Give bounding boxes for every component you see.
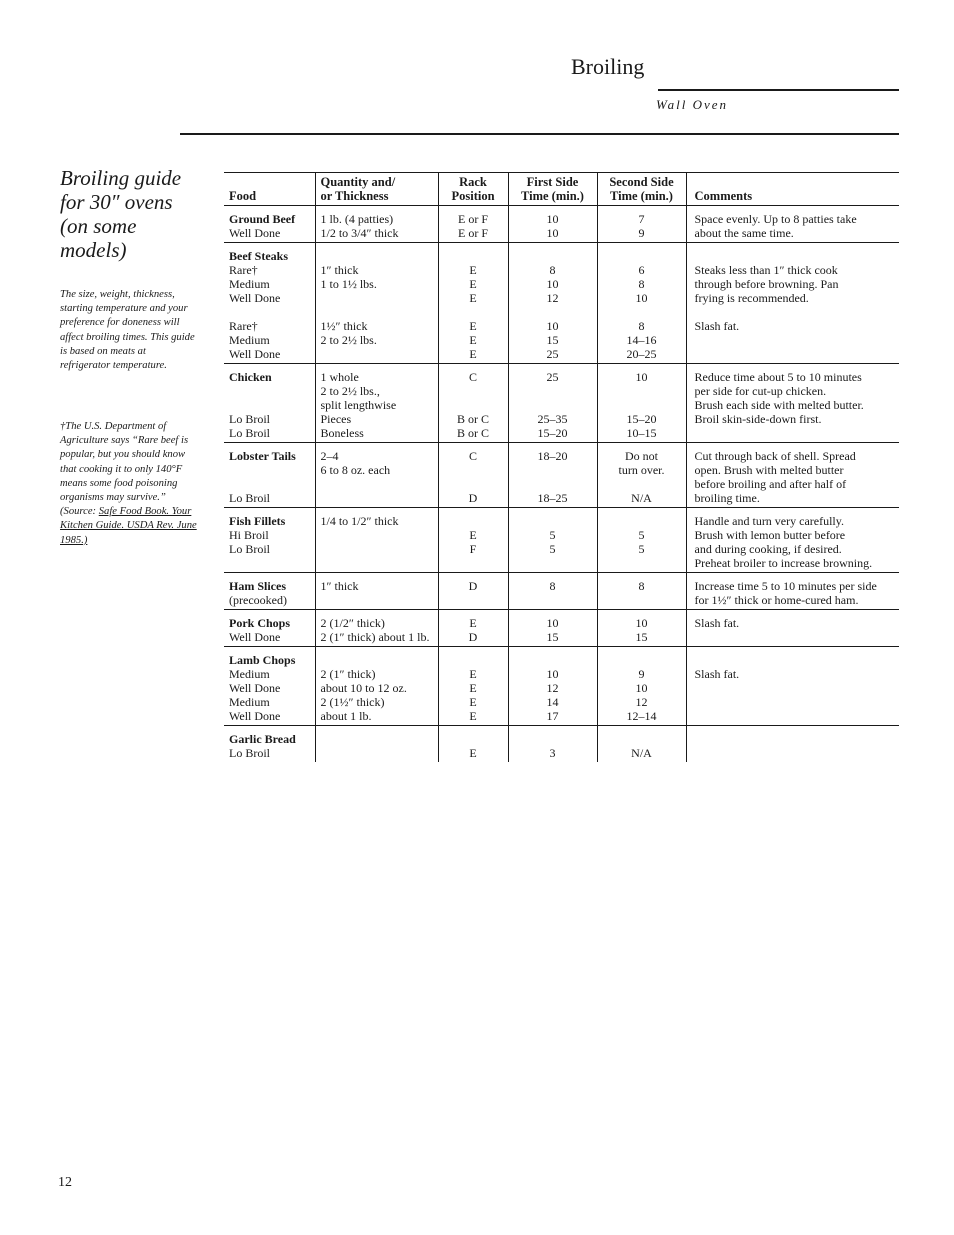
table-cell-rack-position <box>438 647 508 726</box>
column-header-line: Second Side <box>609 175 674 189</box>
table-cell-quantity <box>315 243 438 364</box>
cell-line: E <box>469 616 477 630</box>
table-cell-comments <box>686 610 899 647</box>
table-cell-food <box>224 243 315 364</box>
cell-line <box>695 732 895 746</box>
cell-line: E or F <box>458 226 488 240</box>
cell-line: Boneless <box>320 426 364 440</box>
cell-line: 10 <box>546 226 559 240</box>
food-category: Lamb Chops <box>229 653 296 667</box>
cell-line: 14–16 <box>626 333 657 347</box>
cell-line: before broiling and after half of <box>694 477 847 491</box>
column-header-first-side-time <box>508 173 597 206</box>
column-header-second-side-time <box>597 173 686 206</box>
cell-line <box>321 746 433 760</box>
food-category: Ground Beef <box>229 212 296 226</box>
cell-line: 10 <box>546 212 559 226</box>
cell-line <box>514 593 592 607</box>
page-title: Broiling <box>571 54 645 79</box>
table-cell-second-side-time <box>597 243 686 364</box>
cell-line: Brush each side with melted butter. <box>694 398 864 412</box>
table-row <box>224 647 899 726</box>
cell-line: 10–15 <box>626 426 657 440</box>
cell-line: (precooked) <box>229 593 287 607</box>
table-cell-second-side-time <box>597 610 686 647</box>
table-cell-comments <box>686 206 899 243</box>
table-cell-comments <box>686 508 899 573</box>
column-header-line: Comments <box>694 189 753 203</box>
table-cell-second-side-time <box>597 364 686 443</box>
cell-line <box>229 556 310 570</box>
cell-line: 2 (1″ thick) <box>320 667 376 681</box>
table-row <box>224 243 899 364</box>
table-row <box>224 573 899 610</box>
table-cell-food <box>224 508 315 573</box>
food-category: Ham Slices <box>229 579 286 593</box>
cell-line: 8 <box>638 579 645 593</box>
cell-line: through before browning. Pan <box>694 277 839 291</box>
cell-line <box>695 305 895 319</box>
table-cell-food <box>224 610 315 647</box>
cell-line <box>444 463 503 477</box>
food-category: Pork Chops <box>229 616 291 630</box>
cell-line: 9 <box>638 226 645 240</box>
cell-line: 18–20 <box>537 449 568 463</box>
cell-line <box>603 653 681 667</box>
cell-line: Well Done <box>229 681 281 695</box>
table-row <box>224 610 899 647</box>
cell-line: 5 <box>638 528 645 542</box>
cell-line: B or C <box>456 426 489 440</box>
cell-line: 10 <box>546 277 559 291</box>
table-cell-first-side-time <box>508 206 597 243</box>
food-category: Garlic Bread <box>229 732 296 746</box>
table-header-row <box>224 173 899 206</box>
cell-line: E <box>469 333 477 347</box>
cell-line: 1/2 to 3/4″ thick <box>320 226 399 240</box>
cell-line <box>229 463 310 477</box>
cell-line: Lo Broil <box>229 412 270 426</box>
cell-line <box>514 249 592 263</box>
cell-line: Lo Broil <box>229 491 270 505</box>
cell-line: split lengthwise <box>320 398 397 412</box>
table-cell-quantity <box>315 508 438 573</box>
cell-line <box>229 477 310 491</box>
cell-line: open. Brush with melted butter <box>694 463 844 477</box>
cell-line: 12 <box>635 695 648 709</box>
cell-line <box>695 681 895 695</box>
table-cell-first-side-time <box>508 364 597 443</box>
cell-line: E <box>469 709 477 723</box>
cell-line: E <box>469 319 477 333</box>
cell-line: 8 <box>638 277 645 291</box>
cell-line: 10 <box>635 681 648 695</box>
cell-line: 15 <box>546 333 559 347</box>
cell-line: 3 <box>549 746 556 760</box>
cell-line: E or F <box>458 212 488 226</box>
cell-line <box>603 249 681 263</box>
cell-line: E <box>469 528 477 542</box>
table-cell-quantity <box>315 443 438 508</box>
cell-line: 15–20 <box>537 426 568 440</box>
cell-line: 10 <box>635 370 648 384</box>
cell-line <box>444 593 503 607</box>
cell-line: Medium <box>229 277 270 291</box>
cell-line: Pieces <box>320 412 352 426</box>
column-header-line: Quantity and/ <box>320 175 396 189</box>
cell-line <box>603 384 681 398</box>
cell-line <box>321 653 433 667</box>
cell-line <box>444 477 503 491</box>
table-cell-food <box>224 206 315 243</box>
cell-line: 1½″ thick <box>320 319 368 333</box>
cell-line: Steaks less than 1″ thick cook <box>694 263 838 277</box>
cell-line: 8 <box>549 263 556 277</box>
cell-line <box>695 333 895 347</box>
cell-line: D <box>468 491 478 505</box>
cell-line: E <box>469 291 477 305</box>
cell-line: 5 <box>638 542 645 556</box>
cell-line: 1 to 1½ lbs. <box>320 277 377 291</box>
cell-line: 8 <box>549 579 556 593</box>
food-category: Fish Fillets <box>229 514 286 528</box>
cell-line: Rare† <box>229 319 258 333</box>
cell-line: Lo Broil <box>229 746 270 760</box>
table-cell-first-side-time <box>508 443 597 508</box>
table-cell-first-side-time <box>508 610 597 647</box>
cell-line: E <box>469 667 477 681</box>
cell-line <box>603 593 681 607</box>
column-header-food <box>224 173 315 206</box>
usda-source-citation: Safe Food Book. Your Kitchen Guide. USDA Rev. June 1985.) <box>60 506 197 546</box>
cell-line <box>514 477 592 491</box>
cell-line: C <box>468 449 477 463</box>
cell-line <box>603 477 681 491</box>
column-header-line: Time (min.) <box>610 189 673 203</box>
cell-line: Hi Broil <box>229 528 269 542</box>
cell-line: per side for cut-up chicken. <box>694 384 827 398</box>
table-cell-quantity <box>315 573 438 610</box>
header-rule <box>180 133 899 135</box>
table-cell-food <box>224 364 315 443</box>
cell-line: 2 (1″ thick) about 1 lb. <box>320 630 430 644</box>
cell-line <box>321 528 433 542</box>
table-cell-food <box>224 647 315 726</box>
cell-line: 10 <box>635 616 648 630</box>
cell-line: Well Done <box>229 291 281 305</box>
cell-line: 15 <box>635 630 648 644</box>
cell-line: Brush with lemon butter before <box>694 528 846 542</box>
cell-line: Slash fat. <box>694 616 740 630</box>
cell-line: 25 <box>546 347 559 361</box>
cell-line <box>514 514 592 528</box>
cell-line <box>444 384 503 398</box>
cell-line <box>321 556 433 570</box>
cell-line <box>603 732 681 746</box>
table-cell-quantity <box>315 726 438 763</box>
table-cell-quantity <box>315 647 438 726</box>
page-subtitle: Wall Oven <box>656 97 729 112</box>
cell-line <box>514 305 592 319</box>
table-cell-comments <box>686 647 899 726</box>
cell-line <box>321 347 433 361</box>
table-cell-second-side-time <box>597 443 686 508</box>
cell-line <box>695 426 895 440</box>
cell-line: 1 lb. (4 patties) <box>320 212 394 226</box>
cell-line: turn over. <box>618 463 665 477</box>
column-header-line: Time (min.) <box>521 189 584 203</box>
table-cell-comments <box>686 443 899 508</box>
title-rule <box>658 89 899 91</box>
cell-line <box>695 347 895 361</box>
cell-line: 7 <box>638 212 645 226</box>
cell-line <box>695 249 895 263</box>
cell-line: 1 whole <box>320 370 359 384</box>
cell-line: Space evenly. Up to 8 patties take <box>694 212 857 226</box>
cell-line: 15–20 <box>626 412 657 426</box>
cell-line: D <box>468 630 478 644</box>
table-cell-rack-position <box>438 364 508 443</box>
cell-line: 2 (1/2″ thick) <box>320 616 385 630</box>
cell-line: 6 to 8 oz. each <box>320 463 391 477</box>
cell-line: Well Done <box>229 347 281 361</box>
cell-line: 18–25 <box>537 491 568 505</box>
cell-line: 1″ thick <box>320 579 359 593</box>
cell-line <box>514 556 592 570</box>
cell-line: 10 <box>546 319 559 333</box>
cell-line: E <box>469 347 477 361</box>
cell-line: 2 to 2½ lbs., <box>320 384 380 398</box>
cell-line <box>695 695 895 709</box>
cell-line: E <box>469 746 477 760</box>
table-cell-quantity <box>315 610 438 647</box>
table-cell-first-side-time <box>508 243 597 364</box>
sidebar-note-sizes: The size, weight, thickness, starting temperature and your preference for doneness will affect broiling times. This guide is based on meats at refrigerator temperature. <box>60 289 195 372</box>
table-cell-quantity <box>315 206 438 243</box>
table-cell-first-side-time <box>508 726 597 763</box>
cell-line: B or C <box>456 412 489 426</box>
cell-line: Slash fat. <box>694 319 740 333</box>
food-category: Chicken <box>229 370 272 384</box>
cell-line: E <box>469 695 477 709</box>
cell-line: 12 <box>546 681 559 695</box>
table-cell-quantity <box>315 364 438 443</box>
cell-line <box>321 491 433 505</box>
table-row <box>224 508 899 573</box>
table-cell-comments <box>686 573 899 610</box>
cell-line: Lo Broil <box>229 542 270 556</box>
table-cell-comments <box>686 243 899 364</box>
cell-line <box>321 477 433 491</box>
cell-line <box>695 709 895 723</box>
cell-line: 5 <box>549 542 556 556</box>
table-cell-rack-position <box>438 610 508 647</box>
table-cell-rack-position <box>438 726 508 763</box>
cell-line <box>444 732 503 746</box>
table-cell-second-side-time <box>597 647 686 726</box>
cell-line: E <box>469 277 477 291</box>
cell-line: 20–25 <box>626 347 657 361</box>
cell-line: Medium <box>229 667 270 681</box>
cell-line: 1″ thick <box>320 263 359 277</box>
cell-line: F <box>469 542 477 556</box>
cell-line: about the same time. <box>694 226 794 240</box>
cell-line: 14 <box>546 695 559 709</box>
cell-line <box>603 305 681 319</box>
table-cell-food <box>224 443 315 508</box>
cell-line <box>444 514 503 528</box>
column-header-line: or Thickness <box>320 189 389 203</box>
cell-line: Cut through back of shell. Spread <box>694 449 856 463</box>
cell-line: 6 <box>638 263 645 277</box>
table-cell-comments <box>686 726 899 763</box>
cell-line <box>603 514 681 528</box>
cell-line: Reduce time about 5 to 10 minutes <box>694 370 862 384</box>
table-cell-second-side-time <box>597 206 686 243</box>
cell-line: N/A <box>631 491 652 505</box>
cell-line: frying is recommended. <box>694 291 809 305</box>
cell-line: broiling time. <box>694 491 760 505</box>
usda-note-text: †The U.S. Department of Agriculture says “Rare beef is popular, but you should know that cooking it to only 140°F means some food poisoning organisms may survive.” (Source: <box>60 421 189 518</box>
table-cell-rack-position <box>438 573 508 610</box>
cell-line <box>321 291 433 305</box>
cell-line <box>514 398 592 412</box>
cell-line: C <box>468 370 477 384</box>
cell-line: Broil skin-side-down first. <box>694 412 822 426</box>
food-category: Beef Steaks <box>229 249 288 263</box>
cell-line <box>514 463 592 477</box>
cell-line <box>695 746 895 760</box>
sidebar <box>60 166 198 546</box>
cell-line: 1/4 to 1/2″ thick <box>320 514 399 528</box>
table-cell-rack-position <box>438 443 508 508</box>
sidebar-note-usda <box>60 420 198 548</box>
table-row <box>224 364 899 443</box>
food-category: Lobster Tails <box>229 449 296 463</box>
cell-line: 15 <box>546 630 559 644</box>
cell-line <box>229 398 310 412</box>
cell-line: 25 <box>546 370 559 384</box>
table-row <box>224 443 899 508</box>
cell-line <box>514 384 592 398</box>
cell-line: Well Done <box>229 709 281 723</box>
cell-line: Well Done <box>229 226 281 240</box>
cell-line <box>229 384 310 398</box>
table-cell-comments <box>686 364 899 443</box>
column-header-quantity <box>315 173 438 206</box>
cell-line: 5 <box>549 528 556 542</box>
cell-line: 10 <box>546 667 559 681</box>
table-row <box>224 206 899 243</box>
cell-line <box>603 398 681 412</box>
cell-line: 12–14 <box>626 709 657 723</box>
table-body <box>224 206 899 763</box>
table-cell-second-side-time <box>597 508 686 573</box>
cell-line <box>695 653 895 667</box>
cell-line <box>321 732 433 746</box>
cell-line <box>321 249 433 263</box>
cell-line: Handle and turn very carefully. <box>694 514 844 528</box>
table-cell-rack-position <box>438 508 508 573</box>
cell-line: 10 <box>546 616 559 630</box>
cell-line: 12 <box>546 291 559 305</box>
cell-line: N/A <box>631 746 652 760</box>
cell-line <box>444 653 503 667</box>
cell-line <box>444 305 503 319</box>
cell-line: 2 (1½″ thick) <box>320 695 385 709</box>
cell-line: Increase time 5 to 10 minutes per side <box>694 579 877 593</box>
cell-line: 2–4 <box>320 449 339 463</box>
cell-line <box>321 305 433 319</box>
cell-line: Do not <box>625 449 658 463</box>
broiling-guide-table <box>224 172 899 762</box>
column-header-rack-position <box>438 173 508 206</box>
cell-line: E <box>469 263 477 277</box>
sidebar-heading: Broiling guide for 30″ ovens (on some models) <box>60 166 182 262</box>
column-header-line: Food <box>229 189 257 203</box>
cell-line: about 10 to 12 oz. <box>320 681 407 695</box>
cell-line: about 1 lb. <box>320 709 372 723</box>
cell-line: 2 to 2½ lbs. <box>320 333 377 347</box>
cell-line: and during cooking, if desired. <box>694 542 842 556</box>
table-cell-second-side-time <box>597 726 686 763</box>
cell-line: 9 <box>638 667 645 681</box>
table-cell-first-side-time <box>508 647 597 726</box>
column-header-line: Rack <box>459 175 487 189</box>
cell-line: Lo Broil <box>229 426 270 440</box>
cell-line <box>321 593 433 607</box>
page-number: 12 <box>58 1175 72 1190</box>
cell-line: Slash fat. <box>694 667 740 681</box>
cell-line <box>444 398 503 412</box>
cell-line: 17 <box>546 709 559 723</box>
cell-line: for 1½″ thick or home-cured ham. <box>694 593 859 607</box>
cell-line <box>444 556 503 570</box>
cell-line <box>514 732 592 746</box>
cell-line <box>603 556 681 570</box>
cell-line: Well Done <box>229 630 281 644</box>
column-header-comments <box>686 173 899 206</box>
column-header-line: First Side <box>526 175 579 189</box>
cell-line: 8 <box>638 319 645 333</box>
cell-line: D <box>468 579 478 593</box>
column-header-line: Position <box>451 189 495 203</box>
cell-line: Medium <box>229 695 270 709</box>
table-cell-food <box>224 726 315 763</box>
table-cell-rack-position <box>438 206 508 243</box>
table-cell-food <box>224 573 315 610</box>
cell-line: 10 <box>635 291 648 305</box>
cell-line <box>444 249 503 263</box>
cell-line <box>321 542 433 556</box>
cell-line <box>514 653 592 667</box>
cell-line: E <box>469 681 477 695</box>
cell-line: Preheat broiler to increase browning. <box>694 556 873 570</box>
cell-line: Rare† <box>229 263 258 277</box>
cell-line <box>229 305 310 319</box>
table-cell-first-side-time <box>508 508 597 573</box>
cell-line: 25–35 <box>537 412 568 426</box>
table-cell-rack-position <box>438 243 508 364</box>
table-row <box>224 726 899 763</box>
cell-line: Medium <box>229 333 270 347</box>
cell-line <box>695 630 895 644</box>
table-cell-first-side-time <box>508 573 597 610</box>
table-cell-second-side-time <box>597 573 686 610</box>
